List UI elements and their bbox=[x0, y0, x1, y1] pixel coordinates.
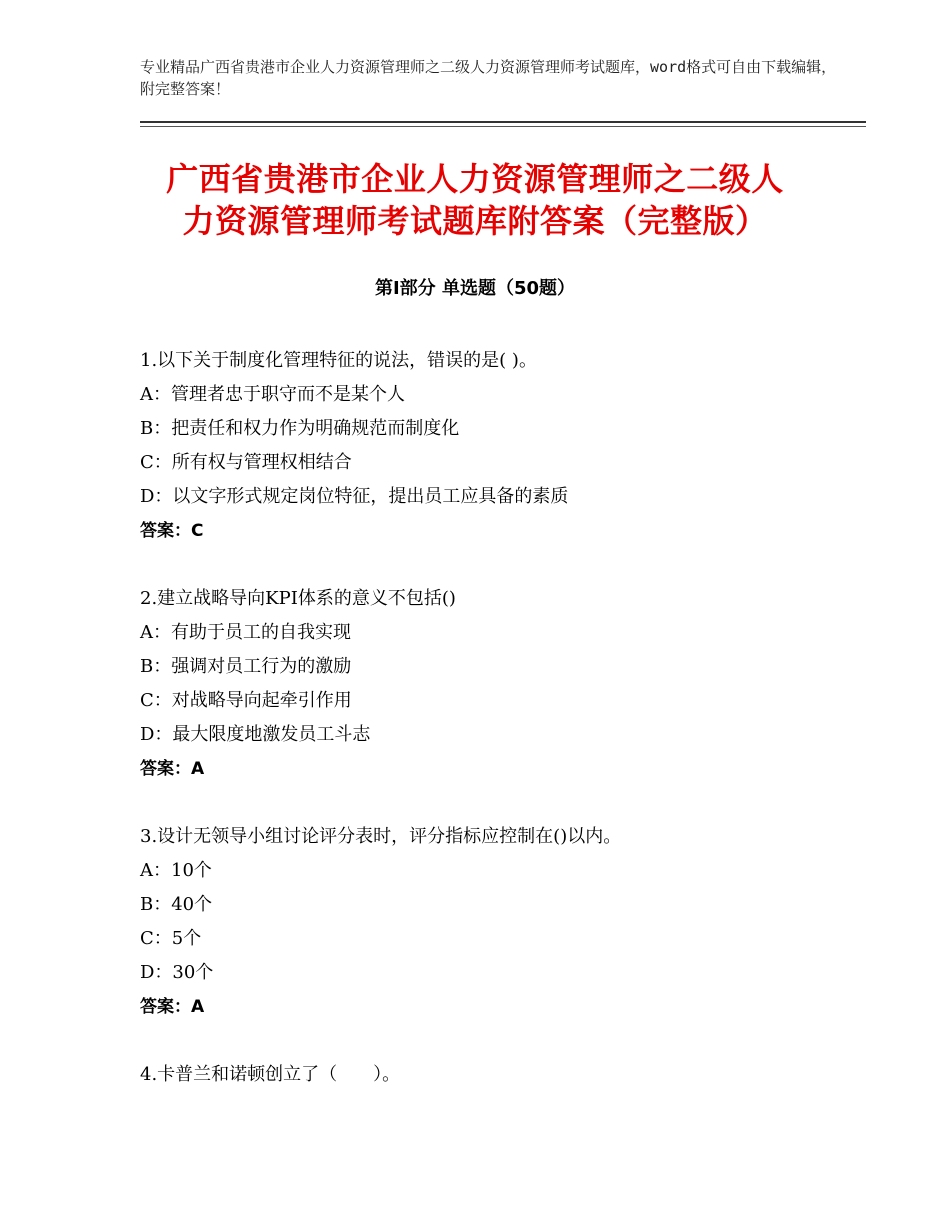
option-a: A：10个 bbox=[140, 860, 212, 881]
question-1 bbox=[140, 344, 860, 548]
header-note: 专业精品广西省贵港市企业人力资源管理师之二级人力资源管理师考试题库，word格式可自由下载编辑，附完整答案！ bbox=[140, 58, 837, 98]
answer-label: 答案：A bbox=[140, 997, 205, 1017]
section-title: 第Ⅰ部分 单选题（50题） bbox=[374, 278, 575, 299]
question-stem: 4.卡普兰和诺顿创立了（ ）。 bbox=[140, 1064, 401, 1085]
option-d: D：以文字形式规定岗位特征，提出员工应具备的素质 bbox=[140, 486, 569, 507]
option-c: C：5个 bbox=[140, 928, 202, 949]
option-d: D：30个 bbox=[140, 962, 214, 983]
document-title-line-2: 力资源管理师考试题库附答案（完整版） bbox=[182, 202, 768, 240]
question-3 bbox=[140, 820, 860, 1024]
document-title bbox=[100, 158, 850, 242]
document-title-line-1: 广西省贵港市企业人力资源管理师之二级人 bbox=[166, 160, 784, 198]
question-2 bbox=[140, 582, 860, 786]
question-list bbox=[140, 344, 860, 1126]
header-rule-thin bbox=[140, 126, 866, 127]
option-a: A：管理者忠于职守而不是某个人 bbox=[140, 384, 405, 405]
option-a: A：有助于员工的自我实现 bbox=[140, 622, 351, 643]
option-c: C：所有权与管理权相结合 bbox=[140, 452, 352, 473]
question-stem: 2.建立战略导向KPI体系的意义不包括() bbox=[140, 588, 456, 609]
question-stem: 3.设计无领导小组讨论评分表时，评分指标应控制在()以内。 bbox=[140, 826, 622, 847]
option-b: B：40个 bbox=[140, 894, 213, 915]
question-4 bbox=[140, 1058, 860, 1092]
option-b: B：强调对员工行为的激励 bbox=[140, 656, 352, 677]
option-c: C：对战略导向起牵引作用 bbox=[140, 690, 352, 711]
header-rule-thick bbox=[140, 121, 866, 123]
answer-label: 答案：C bbox=[140, 521, 204, 541]
answer-label: 答案：A bbox=[140, 759, 205, 779]
option-b: B：把责任和权力作为明确规范而制度化 bbox=[140, 418, 460, 439]
option-d: D：最大限度地激发员工斗志 bbox=[140, 724, 371, 745]
question-stem: 1.以下关于制度化管理特征的说法，错误的是( )。 bbox=[140, 350, 537, 371]
